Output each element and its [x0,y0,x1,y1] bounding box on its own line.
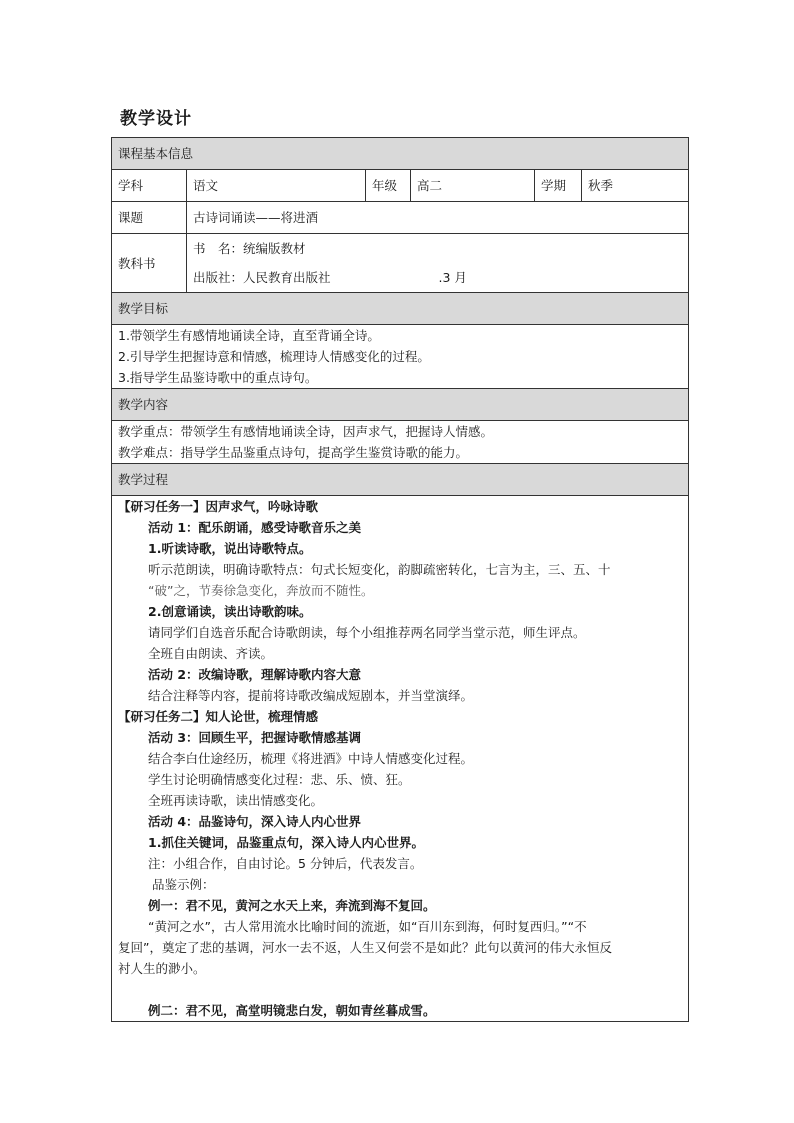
publish-date: .3 月 [438,270,467,285]
objectives-header: 教学目标 [112,293,689,325]
activity2-text: 结合注释等内容，提前将诗歌改编成短剧本，并当堂演绎。 [148,688,474,703]
example1-text-end: 衬人生的渺小。 [118,961,206,976]
step2-title: 2.创意诵读，读出诗歌韵味。 [148,604,312,619]
key-points: 教学重点：带领学生有感情地诵读全诗，因声求气，把握诗人情感。 [118,424,494,439]
grade-label: 年级 [366,170,411,202]
lesson-plan-table [111,137,689,1022]
activity3-text-2: 学生讨论明确情感变化过程：悲、乐、愤、狂。 [148,772,411,787]
objective-item: 1.带领学生有感情地诵读全诗，直至背诵全诗。 [118,328,380,343]
activity3-title: 活动 3：回顾生平，把握诗歌情感基调 [148,730,362,745]
activity3-text: 结合李白仕途经历，梳理《将进酒》中诗人情感变化过程。 [148,751,474,766]
objective-item: 2.引导学生把握诗意和情感，梳理诗人情感变化的过程。 [118,349,430,364]
objective-item: 3.指导学生品鉴诗歌中的重点诗句。 [118,370,318,385]
activity3-text-3: 全班再读诗歌，读出情感变化。 [148,793,324,808]
activity4-title: 活动 4：品鉴诗句，深入诗人内心世界 [148,814,362,829]
paragraph-spacer [118,979,682,1000]
content-body [112,421,689,464]
subject-label: 学科 [112,170,187,202]
task2-title: 【研习任务二】知人论世，梳理情感 [118,709,319,724]
textbook-info [187,234,689,293]
term-value: 秋季 [582,170,689,202]
step1-title: 1.听读诗歌，说出诗歌特点。 [148,541,312,556]
step2-text: 请同学们自选音乐配合诗歌朗读，每个小组推荐两名同学当堂示范，师生评点。 [148,625,586,640]
topic-value: 古诗词诵读——将进酒 [187,202,689,234]
step4-note: 注：小组合作，自由讨论。5 分钟后，代表发言。 [148,856,423,871]
example1-text-cont: 复回”，奠定了悲的基调，河水一去不返，人生又何尝不是如此？此句以黄河的伟大永恒反 [118,940,612,955]
difficult-points: 教学难点：指导学生品鉴重点诗句，提高学生鉴赏诗歌的能力。 [118,445,469,460]
example2-title: 例二：君不见，高堂明镜悲白发，朝如青丝暮成雪。 [148,1003,436,1018]
process-header: 教学过程 [112,464,689,496]
objectives-list [112,325,689,389]
book-name: 书 名：统编版教材 [193,241,306,256]
textbook-label-text: 教科书 [118,255,156,271]
activity2-title: 活动 2：改编诗歌，理解诗歌内容大意 [148,667,362,682]
example1-text: “黄河之水”，古人常用流水比喻时间的流逝，如“百川东到海，何时复西归。”“不 [148,919,587,934]
grade-value: 高二 [411,170,535,202]
step1-text: 听示范朗读，明确诗歌特点：句式长短变化，韵脚疏密转化，七言为主，三、五、十 [148,562,611,577]
document-title: 教学设计 [120,109,192,129]
step4-title: 1.抓住关键词，品鉴重点句，深入诗人内心世界。 [148,835,424,850]
task1-title: 【研习任务一】因声求气，吟咏诗歌 [118,499,319,514]
example-intro: 品鉴示例： [152,877,215,892]
step2-text-2: 全班自由朗读、齐读。 [148,646,274,661]
publisher-name: 出版社：人民教育出版社 [193,270,331,285]
term-label: 学期 [535,170,582,202]
publisher-line [193,263,682,292]
topic-label: 课题 [112,202,187,234]
textbook-label [112,234,187,293]
process-body [112,496,689,1022]
example1-title: 例一：君不见，黄河之水天上来，奔流到海不复回。 [148,898,436,913]
subject-value: 语文 [187,170,366,202]
activity1-title: 活动 1：配乐朗诵，感受诗歌音乐之美 [148,520,362,535]
step1-text-cont: “破”之，节奏徐急变化，奔放而不随性。 [148,583,374,598]
basic-info-header: 课程基本信息 [112,138,689,170]
content-header: 教学内容 [112,389,689,421]
